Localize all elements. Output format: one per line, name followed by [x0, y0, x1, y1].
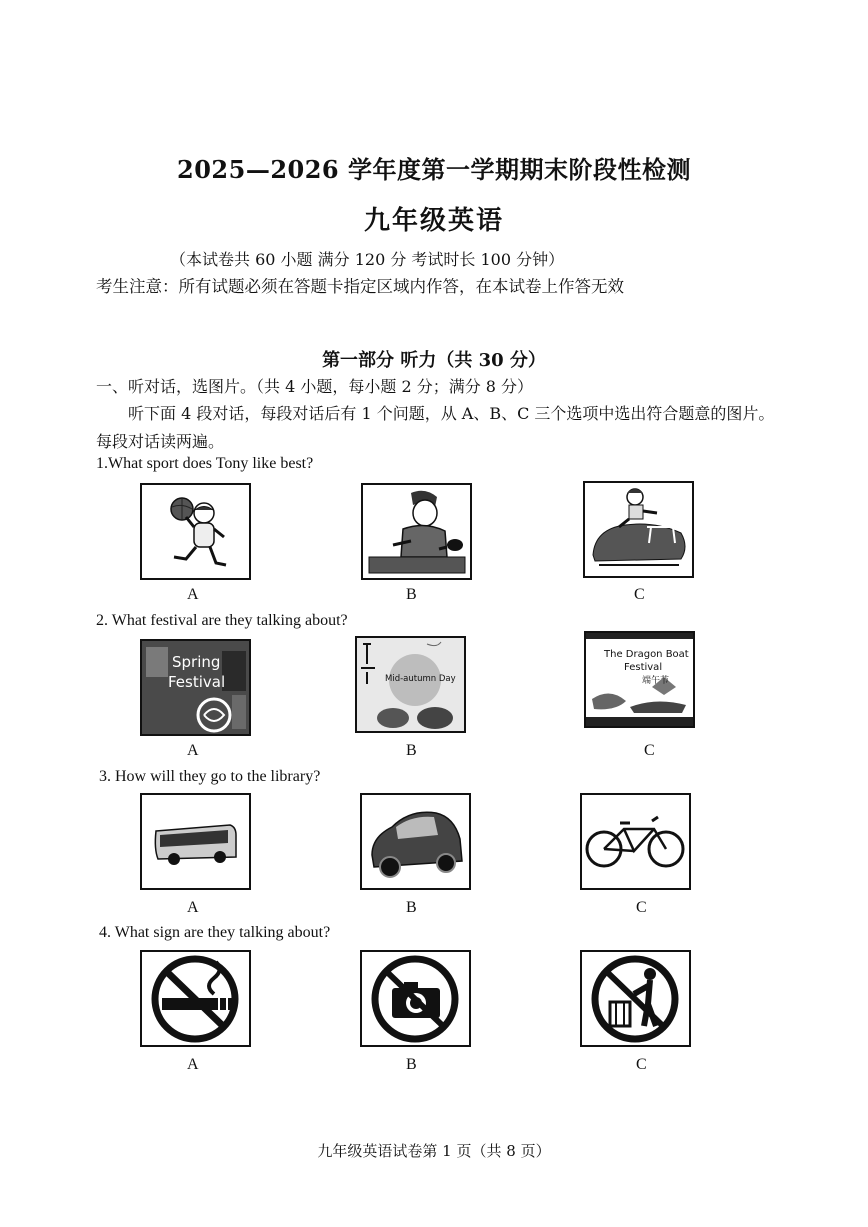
option-2c-label: C	[644, 742, 655, 759]
basketball-player-icon	[142, 485, 249, 578]
spring-caption-1: Spring	[172, 653, 221, 671]
section-instructions: 听下面 4 段对话，每段对话后有 1 个问题，从 A、B、C 三个选项中选出符合题意的图片。每段对话读两遍。	[96, 404, 775, 451]
option-4c-label: C	[636, 1056, 647, 1073]
option-2a[interactable]	[140, 639, 251, 736]
option-4a-label: A	[187, 1056, 199, 1073]
dragon-caption-cn: 端午节	[642, 676, 670, 686]
ping-pong-player-icon	[363, 485, 470, 578]
bus-icon	[142, 795, 249, 888]
option-1a-label: A	[187, 586, 199, 603]
option-3b-label: B	[406, 899, 417, 916]
option-4c[interactable]	[580, 950, 691, 1047]
option-2b[interactable]	[355, 636, 466, 733]
dragon-boat-image	[586, 633, 693, 726]
question-1: 1.What sport does Tony like best?	[96, 455, 314, 472]
no-littering-sign-icon	[582, 952, 689, 1045]
question-4: 4. What sign are they talking about?	[99, 924, 331, 941]
option-1c[interactable]	[583, 481, 694, 578]
section-heading: 一、听对话，选图片。（共 4 小题，每小题 2 分；满分 8 分）	[96, 377, 534, 396]
hurdle-runner-icon	[585, 483, 692, 576]
page-footer: 九年级英语试卷第 1 页（共 8 页）	[317, 1142, 551, 1160]
option-3c[interactable]	[580, 793, 691, 890]
part-heading: 第一部分 听力（共 30 分）	[322, 350, 546, 371]
option-1c-label: C	[634, 586, 645, 603]
option-3a[interactable]	[140, 793, 251, 890]
option-4b[interactable]	[360, 950, 471, 1047]
option-2b-label: B	[406, 742, 417, 759]
question-2: 2. What festival are they talking about?	[96, 612, 348, 629]
option-4b-label: B	[406, 1056, 417, 1073]
option-1a[interactable]	[140, 483, 251, 580]
exam-info: （本试卷共 60 小题 满分 120 分 考试时长 100 分钟）	[170, 250, 565, 269]
option-1b[interactable]	[361, 483, 472, 580]
option-1b-label: B	[406, 586, 417, 603]
option-2a-label: A	[187, 742, 199, 759]
option-3c-label: C	[636, 899, 647, 916]
dragon-caption-2: Festival	[624, 662, 663, 673]
option-3a-label: A	[187, 899, 199, 916]
no-photography-sign-icon	[362, 952, 469, 1045]
question-3: 3. How will they go to the library?	[99, 768, 321, 785]
spring-caption-2: Festival	[168, 673, 226, 691]
option-2c[interactable]	[584, 631, 695, 728]
no-smoking-sign-icon	[142, 952, 249, 1045]
mid-autumn-image	[357, 638, 464, 731]
exam-title: 2025—2026 学年度第一学期期末阶段性检测	[177, 155, 691, 184]
dragon-caption-1: The Dragon Boat	[604, 649, 689, 660]
option-4a[interactable]	[140, 950, 251, 1047]
mid-autumn-caption: Mid-autumn Day	[385, 674, 456, 684]
exam-notice: 考生注意：所有试题必须在答题卡指定区域内作答，在本试卷上作答无效	[96, 277, 624, 296]
exam-subject: 九年级英语	[363, 206, 504, 236]
option-3b[interactable]	[360, 793, 471, 890]
car-icon	[362, 795, 469, 888]
bicycle-icon	[582, 795, 689, 888]
